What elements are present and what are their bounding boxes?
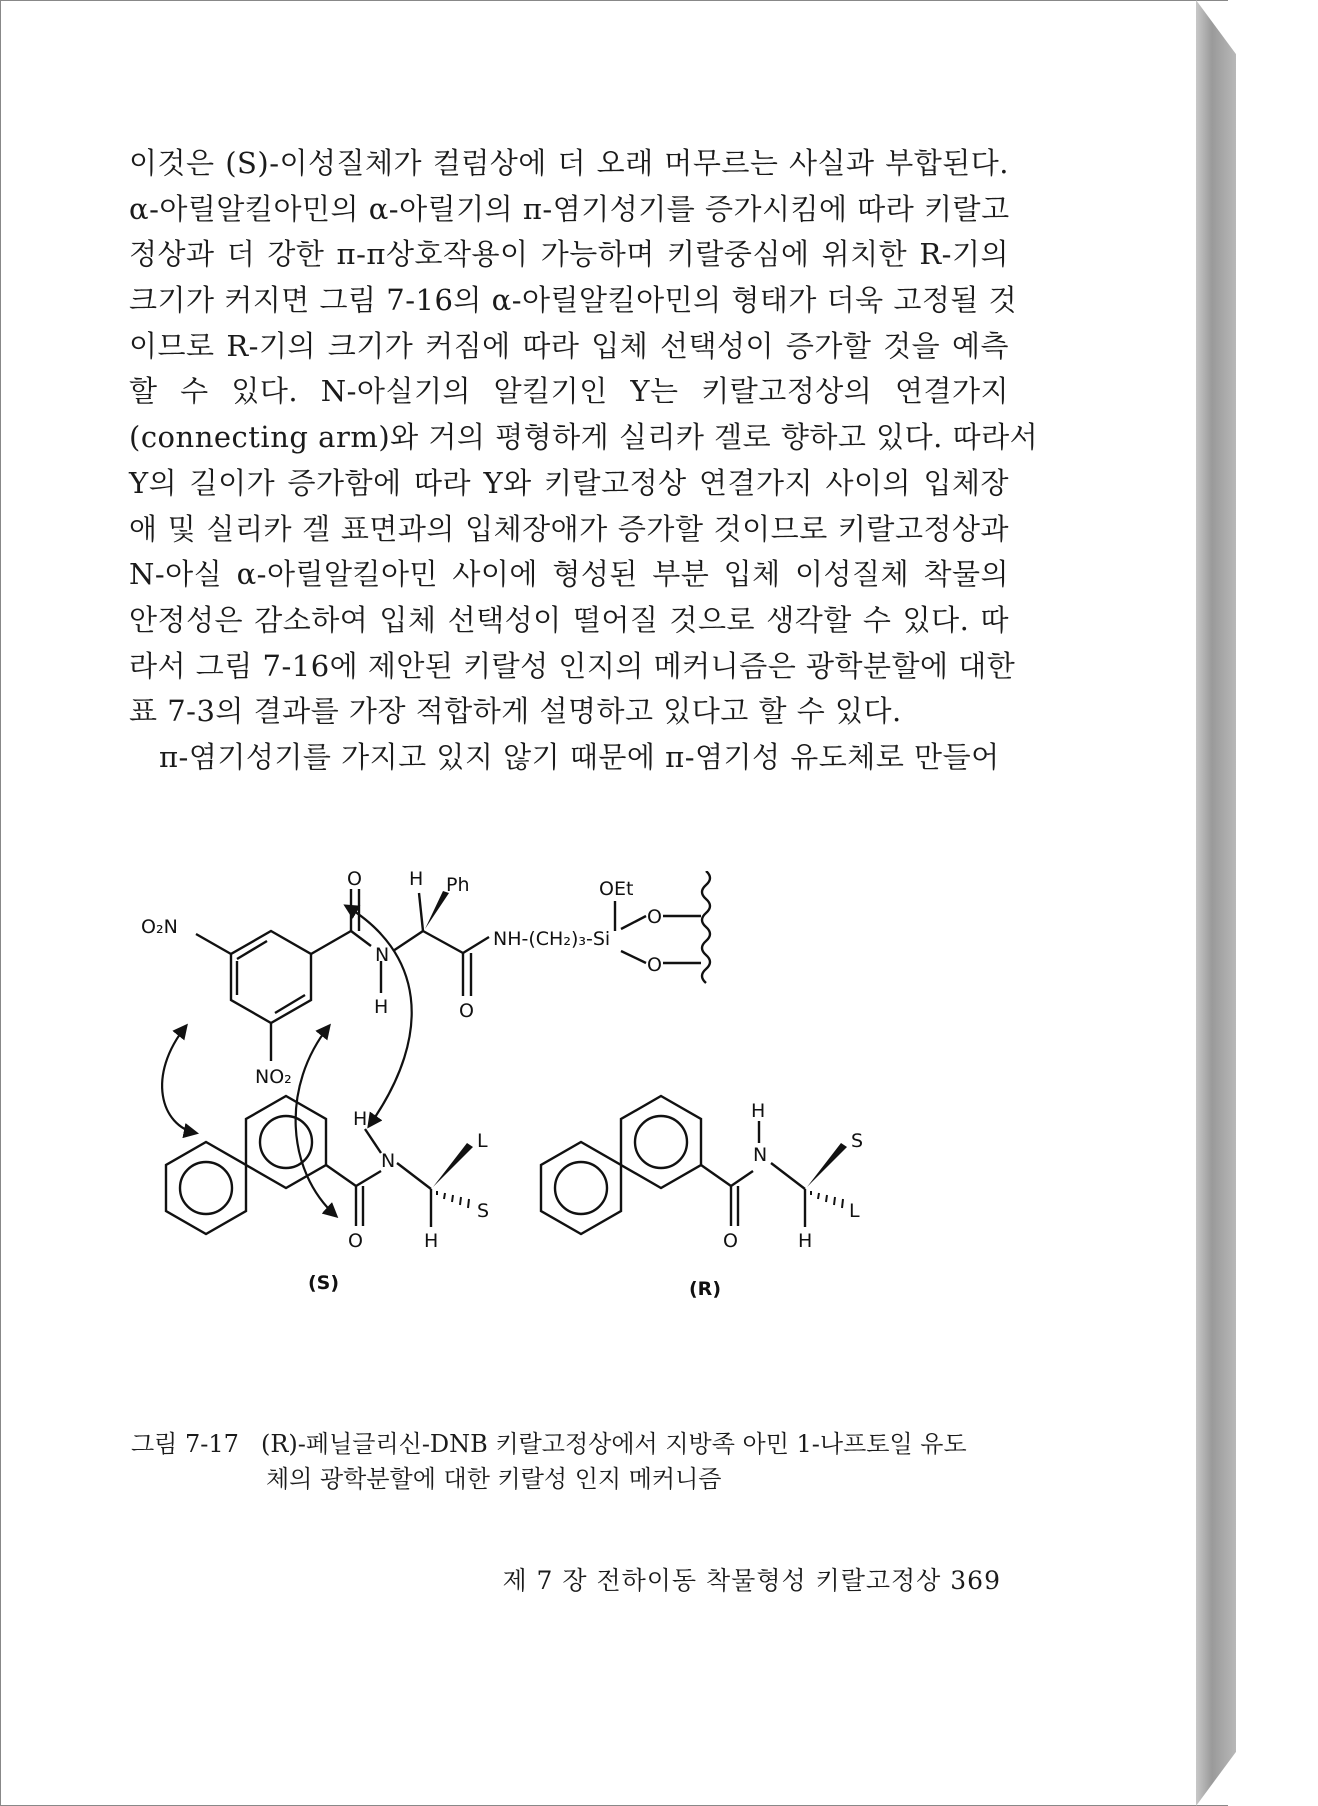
siloxy-o-upper-label: O [647, 906, 662, 928]
mechanism-diagram [141, 871, 1041, 1401]
text-line: 라서 그림 7-16에 제안된 키랄성 인지의 메커니즘은 광학분할에 대한 [129, 648, 1016, 683]
s-amine-h-label: H [353, 1108, 368, 1130]
caption-line-2: 체의 광학분할에 대한 키랄성 인지 메커니즘 [266, 1465, 722, 1493]
linker-chain-label: NH-(CH₂)₃-Si [493, 928, 611, 950]
s-isomer-label: (S) [308, 1272, 340, 1294]
chemical-structure-figure [141, 871, 1041, 1401]
text-line: 정상과 더 강한 π-π상호작용이 가능하며 키랄중심에 위치한 R-기의 [129, 237, 1009, 272]
figure-caption [131, 1427, 1031, 1497]
text-line: (connecting arm)와 거의 평형하게 실리카 겔로 향하고 있다. 따라서 [129, 420, 1039, 455]
ethoxy-label: OEt [599, 878, 634, 900]
s-amine-n-label: N [381, 1150, 396, 1172]
r-naphthalene-ring-a [621, 1096, 701, 1188]
carbonyl-o2-label: O [459, 1000, 474, 1022]
text-line: α-아릴알킬아민의 α-아릴기의 π-염기성기를 증가시킴에 따라 키랄고 [129, 191, 1010, 226]
text-line: π-염기성기를 가지고 있지 않기 때문에 π-염기성 유도체로 만들어 [159, 739, 1000, 774]
text-line: 이것은 (S)-이성질체가 컬럼상에 더 오래 머무르는 사실과 부합된다. [129, 146, 1009, 180]
s-large-group-label: L [477, 1130, 488, 1152]
no2-label: NO₂ [255, 1066, 292, 1088]
text-line: 애 및 실리카 겔 표면과의 입체장애가 증가할 것이므로 키랄고정상과 [129, 511, 1009, 546]
r-amine-h-label: H [751, 1100, 766, 1122]
amide-h-label: H [374, 996, 389, 1018]
carbonyl-o1-label: O [347, 871, 362, 890]
amide-n-label: N [375, 944, 390, 966]
s-naphthalene-ring-a [246, 1096, 326, 1188]
phenyl-label: Ph [446, 874, 470, 896]
caption-line-1: (R)-페닐글리신-DNB 키랄고정상에서 지방족 아민 1-나프토일 유도 [261, 1430, 967, 1458]
r-large-group-label: L [849, 1200, 860, 1222]
siloxy-o-lower-label: O [647, 954, 662, 976]
r-amine-n-label: N [753, 1144, 768, 1166]
text-line: 이므로 R-기의 크기가 커짐에 따라 입체 선택성이 증가할 것을 예측 [129, 328, 1009, 363]
body-text [129, 141, 1039, 781]
r-carbonyl-o-label: O [723, 1230, 738, 1252]
text-line: 표 7-3의 결과를 가장 적합하게 설명하고 있다고 할 수 있다. [129, 694, 902, 729]
silica-surface-wavy-line [702, 871, 710, 983]
text-line: 할 수 있다. N-아실기의 알킬기인 Y는 키랄고정상의 연결가지 [129, 374, 1009, 409]
chiral-h-label: H [409, 871, 424, 890]
pi-pi-interaction-arrow [162, 1026, 196, 1133]
text-line: 안정성은 감소하여 입체 선택성이 떨어질 것으로 생각할 수 있다. 따 [129, 602, 1009, 637]
s-chiral-h-label: H [424, 1230, 439, 1252]
r-isomer-label: (R) [689, 1278, 721, 1300]
dnb-benzene-ring [231, 931, 311, 1023]
page-footer: 제 7 장 전하이동 착물형성 키랄고정상 369 [502, 1566, 1001, 1595]
s-carbonyl-o-label: O [348, 1230, 363, 1252]
page-edge-shadow [1196, 0, 1236, 1806]
text-line: N-아실 α-아릴알킬아민 사이에 형성된 부분 입체 이성질체 착물의 [129, 557, 1009, 592]
text-line: 크기가 커지면 그림 7-16의 α-아릴알킬아민의 형태가 더욱 고정될 것 [129, 283, 1018, 318]
s-small-group-label: S [477, 1200, 490, 1222]
s-naphthalene-ring-b [166, 1142, 246, 1234]
r-naphthalene-ring-b [541, 1142, 621, 1234]
caption-label: 그림 7-17 [131, 1430, 239, 1458]
text-line: Y의 길이가 증가함에 따라 Y와 키랄고정상 연결가지 사이의 입체장 [129, 465, 1009, 500]
o2n-label: O₂N [141, 916, 178, 938]
r-chiral-h-label: H [798, 1230, 813, 1252]
r-small-group-label: S [851, 1130, 864, 1152]
